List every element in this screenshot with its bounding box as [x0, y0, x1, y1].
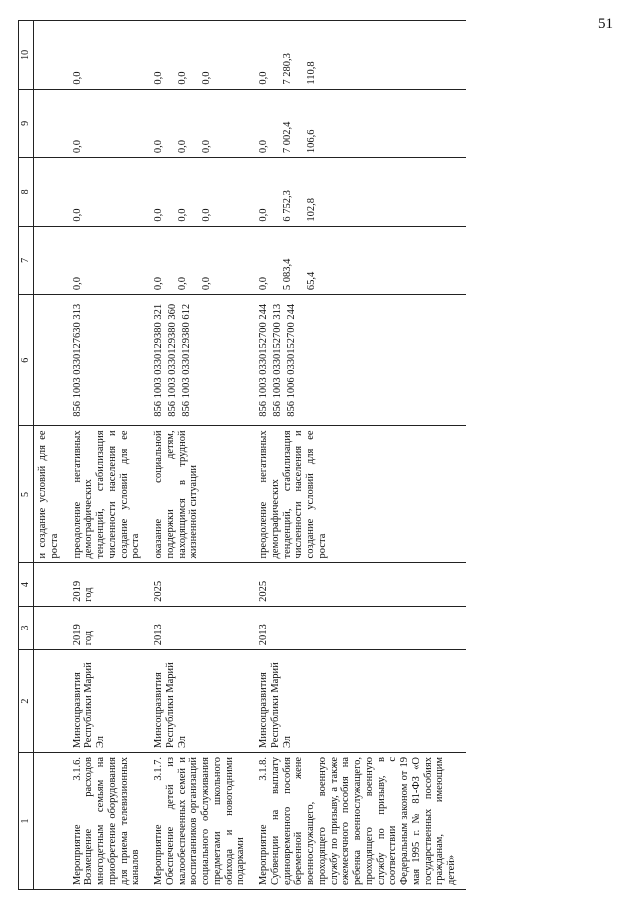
continuation-row [34, 21, 69, 890]
value-col8 [150, 158, 255, 227]
budget-code [69, 295, 151, 426]
start-year: 2019 год [69, 606, 151, 649]
table-row [69, 21, 151, 890]
value: 0,0 [258, 71, 269, 85]
header-cell: 5 [19, 426, 34, 563]
program-table [18, 20, 466, 890]
page-number: 51 [598, 16, 613, 32]
kbk-line: 856 1003 0330152700 313 [271, 303, 283, 417]
value: 0,0 [153, 139, 164, 154]
goal: оказание социальной поддержки детям, находящимся в трудной жизненной ситуации [150, 426, 255, 563]
value: 0,0 [201, 276, 212, 291]
value-col9 [150, 89, 255, 158]
value: 7 002,4 [282, 121, 293, 154]
header-cell: 1 [19, 752, 34, 889]
end-year: 2025 [150, 563, 255, 606]
goal: преодоление негативных демографических тенденций, стабилизация численности населения и создание условий для ее роста [255, 426, 466, 563]
header-cell: 3 [19, 606, 34, 649]
value: 102,8 [306, 197, 317, 222]
measure-name: Мероприятие 3.1.8. Субвенции на выплату единовременного пособия беременной жене военнослужащего, проходящего военную службу по призыву, а также ежемесячного пособия на ребенка военнослужащего, проходящего военную службу по призыву, в соответствии с Федеральным законом от 19 мая 1995 г. № 81-ФЗ «О государственных пособиях гражданам, имеющим детей» [255, 752, 466, 889]
header-row [19, 21, 34, 890]
budget-code [150, 295, 255, 426]
value: 0,0 [258, 139, 269, 154]
value-col8 [69, 158, 151, 227]
header-cell: 2 [19, 650, 34, 753]
value: 0,0 [71, 208, 83, 222]
budget-code [255, 295, 466, 426]
measure-name: Мероприятие 3.1.7. Обеспечение детей из малообеспеченных семей и воспитанников организаций социального обслуживания предметами школьного обихода и новогодними подарками [150, 752, 255, 889]
value: 0,0 [71, 276, 83, 291]
kbk-line: 856 1003 0330129380 612 [180, 303, 192, 417]
value-col10 [255, 21, 466, 90]
value: 6 752,3 [282, 190, 293, 222]
table-row [255, 21, 466, 890]
kbk-line: 856 1003 0330129380 360 [166, 303, 178, 417]
value: 0,0 [153, 208, 164, 222]
value: 0,0 [71, 71, 83, 85]
value: 0,0 [201, 71, 212, 85]
value: 106,6 [306, 129, 317, 154]
value-col8 [255, 158, 466, 227]
value: 0,0 [201, 139, 212, 154]
value: 0,0 [153, 276, 164, 291]
value-col7 [150, 226, 255, 295]
kbk-line: 856 1003 0330129380 321 [153, 303, 164, 417]
value: 110,8 [306, 61, 317, 85]
value: 0,0 [177, 276, 188, 291]
value-col9 [255, 89, 466, 158]
header-cell: 6 [19, 295, 34, 426]
value: 7 280,3 [282, 53, 293, 85]
value: 0,0 [71, 139, 83, 154]
value: 0,0 [153, 71, 164, 85]
executor: Минсоцразвития Республики Марий Эл [150, 650, 255, 753]
goal: преодоление негативных демографических тенденций, стабилизация численности населения и создание условий для ее роста [69, 426, 151, 563]
end-year: 2019 год [69, 563, 151, 606]
start-year: 2013 [255, 606, 466, 649]
value-col7 [69, 226, 151, 295]
kbk-line: 856 1003 0330127630 313 [71, 303, 83, 417]
value: 5 083,4 [282, 258, 293, 291]
continuation-cell: и создание условий для ее роста [34, 426, 69, 563]
rotated-table-container [18, 20, 618, 890]
kbk-line: 856 1006 0330152700 244 [285, 303, 297, 417]
executor: Минсоцразвития Республики Марий Эл [69, 650, 151, 753]
value: 0,0 [177, 139, 188, 154]
header-cell: 10 [19, 21, 34, 90]
start-year: 2013 [150, 606, 255, 649]
value-col7 [255, 226, 466, 295]
value-col10 [69, 21, 151, 90]
value: 0,0 [177, 208, 188, 222]
value-col9 [69, 89, 151, 158]
header-cell: 9 [19, 89, 34, 158]
value: 65,4 [306, 271, 317, 291]
measure-name: Мероприятие 3.1.6. Возмещение расходов многодетным семьям на приобретение оборудования для приема телевизионных каналов [69, 752, 151, 889]
value: 0,0 [201, 208, 212, 222]
value: 0,0 [258, 208, 269, 222]
value-col10 [150, 21, 255, 90]
header-cell: 4 [19, 563, 34, 606]
header-cell: 7 [19, 226, 34, 295]
value: 0,0 [177, 71, 188, 85]
end-year: 2025 [255, 563, 466, 606]
executor: Минсоцразвития Республики Марий Эл [255, 650, 466, 753]
kbk-line: 856 1003 0330152700 244 [258, 303, 269, 417]
header-cell: 8 [19, 158, 34, 227]
value: 0,0 [258, 276, 269, 291]
table-row [150, 21, 255, 890]
